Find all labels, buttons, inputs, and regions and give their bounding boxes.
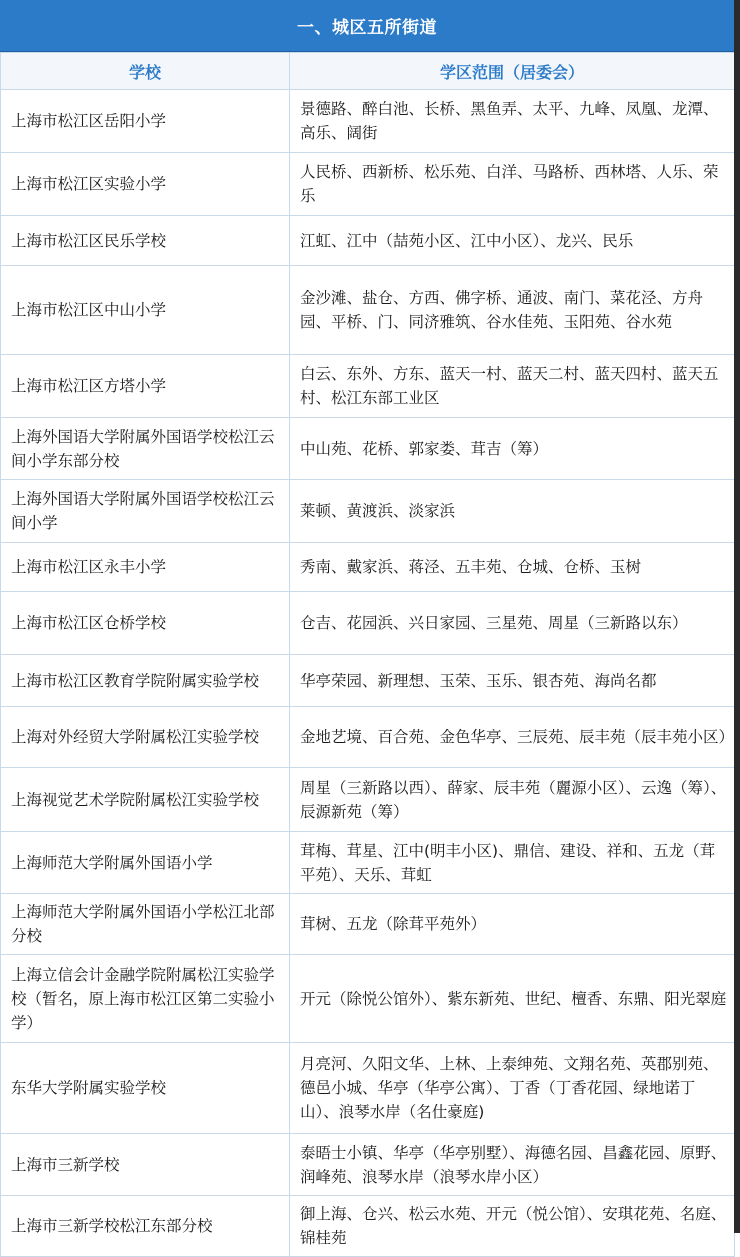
district-range: 白云、东外、方东、蓝天一村、蓝天二村、蓝天四村、蓝天五村、松江东部工业区: [290, 355, 735, 418]
school-name: 上海师范大学附属外国语小学: [1, 832, 290, 894]
school-name: 上海市松江区方塔小学: [1, 355, 290, 418]
table-row: [1, 1043, 735, 1134]
table-row: [1, 768, 735, 832]
school-name: 上海市松江区永丰小学: [1, 543, 290, 592]
table-row: [1, 707, 735, 768]
table-row: [1, 216, 735, 266]
district-range: 周星（三新路以西）、薛家、辰丰苑（麗源小区）、云逸（筹）、辰源新苑（筹）: [290, 768, 735, 832]
district-range: 金沙滩、盐仓、方西、佛字桥、通波、南门、菜花泾、方舟园、平桥、门、同济雅筑、谷水佳苑、玉阳苑、谷水苑: [290, 266, 735, 355]
table-row: [1, 1134, 735, 1196]
school-name: 上海市松江区岳阳小学: [1, 90, 290, 153]
table-header-row: [1, 53, 735, 90]
school-name: 上海市松江区仓桥学校: [1, 592, 290, 655]
district-range: 茸梅、茸星、江中(明丰小区)、鼎信、建设、祥和、五龙（茸平苑）、天乐、茸虹: [290, 832, 735, 894]
column-header-range: 学区范围（居委会）: [290, 53, 735, 90]
table-row: [1, 418, 735, 480]
district-range: 景德路、醉白池、长桥、黑鱼弄、太平、九峰、凤凰、龙潭、高乐、阔街: [290, 90, 735, 153]
school-name: 上海市三新学校: [1, 1134, 290, 1196]
table-row: [1, 543, 735, 592]
table-row: [1, 955, 735, 1043]
district-range: 中山苑、花桥、郭家娄、茸吉（筹）: [290, 418, 735, 480]
district-range: 秀南、戴家浜、蒋泾、五丰苑、仓城、仓桥、玉树: [290, 543, 735, 592]
table-row: [1, 1196, 735, 1257]
table-row: [1, 153, 735, 216]
school-name: 东华大学附属实验学校: [1, 1043, 290, 1134]
district-range: 泰晤士小镇、华亭（华亭别墅）、海德名园、昌鑫花园、原野、润峰苑、浪琴水岸（浪琴水岸小区）: [290, 1134, 735, 1196]
district-range: 人民桥、西新桥、松乐苑、白洋、马路桥、西林塔、人乐、荣乐: [290, 153, 735, 216]
table-row: [1, 592, 735, 655]
table-row: [1, 90, 735, 153]
district-range: 江虹、江中（喆苑小区、江中小区）、龙兴、民乐: [290, 216, 735, 266]
table-row: [1, 355, 735, 418]
section-title: 一、城区五所街道: [0, 0, 734, 52]
school-name: 上海对外经贸大学附属松江实验学校: [1, 707, 290, 768]
school-name: 上海外国语大学附属外国语学校松江云间小学: [1, 480, 290, 543]
district-range: 御上海、仓兴、松云水苑、开元（悦公馆）、安琪花苑、名庭、锦桂苑: [290, 1196, 735, 1257]
school-name: 上海市松江区教育学院附属实验学校: [1, 655, 290, 707]
page-edge-bar: [734, 0, 740, 1233]
school-name: 上海市松江区民乐学校: [1, 216, 290, 266]
district-range: 金地艺境、百合苑、金色华亭、三辰苑、辰丰苑（辰丰苑小区）: [290, 707, 735, 768]
district-range: 华亭荣园、新理想、玉荣、玉乐、银杏苑、海尚名都: [290, 655, 735, 707]
table-row: [1, 480, 735, 543]
district-range: 茸树、五龙（除茸平苑外）: [290, 894, 735, 955]
table-row: [1, 266, 735, 355]
school-name: 上海市松江区实验小学: [1, 153, 290, 216]
school-name: 上海市松江区中山小学: [1, 266, 290, 355]
district-range: 月亮河、久阳文华、上林、上泰绅苑、文翔名苑、英郡别苑、德邑小城、华亭（华亭公寓）、丁香（丁香花园、绿地诺丁山）、浪琴水岸（名仕豪庭): [290, 1043, 735, 1134]
school-district-table: [0, 52, 735, 1257]
school-name: 上海立信会计金融学院附属松江实验学校（暂名，原上海市松江区第二实验小学）: [1, 955, 290, 1043]
table-row: [1, 655, 735, 707]
school-name: 上海师范大学附属外国语小学松江北部分校: [1, 894, 290, 955]
school-name: 上海外国语大学附属外国语学校松江云间小学东部分校: [1, 418, 290, 480]
column-header-school: 学校: [1, 53, 290, 90]
table-row: [1, 832, 735, 894]
school-name: 上海视觉艺术学院附属松江实验学校: [1, 768, 290, 832]
district-range: 莱顿、黄渡浜、淡家浜: [290, 480, 735, 543]
table-row: [1, 894, 735, 955]
school-name: 上海市三新学校松江东部分校: [1, 1196, 290, 1257]
district-range: 开元（除悦公馆外）、紫东新苑、世纪、檀香、东鼎、阳光翠庭: [290, 955, 735, 1043]
district-range: 仓吉、花园浜、兴日家园、三星苑、周星（三新路以东）: [290, 592, 735, 655]
